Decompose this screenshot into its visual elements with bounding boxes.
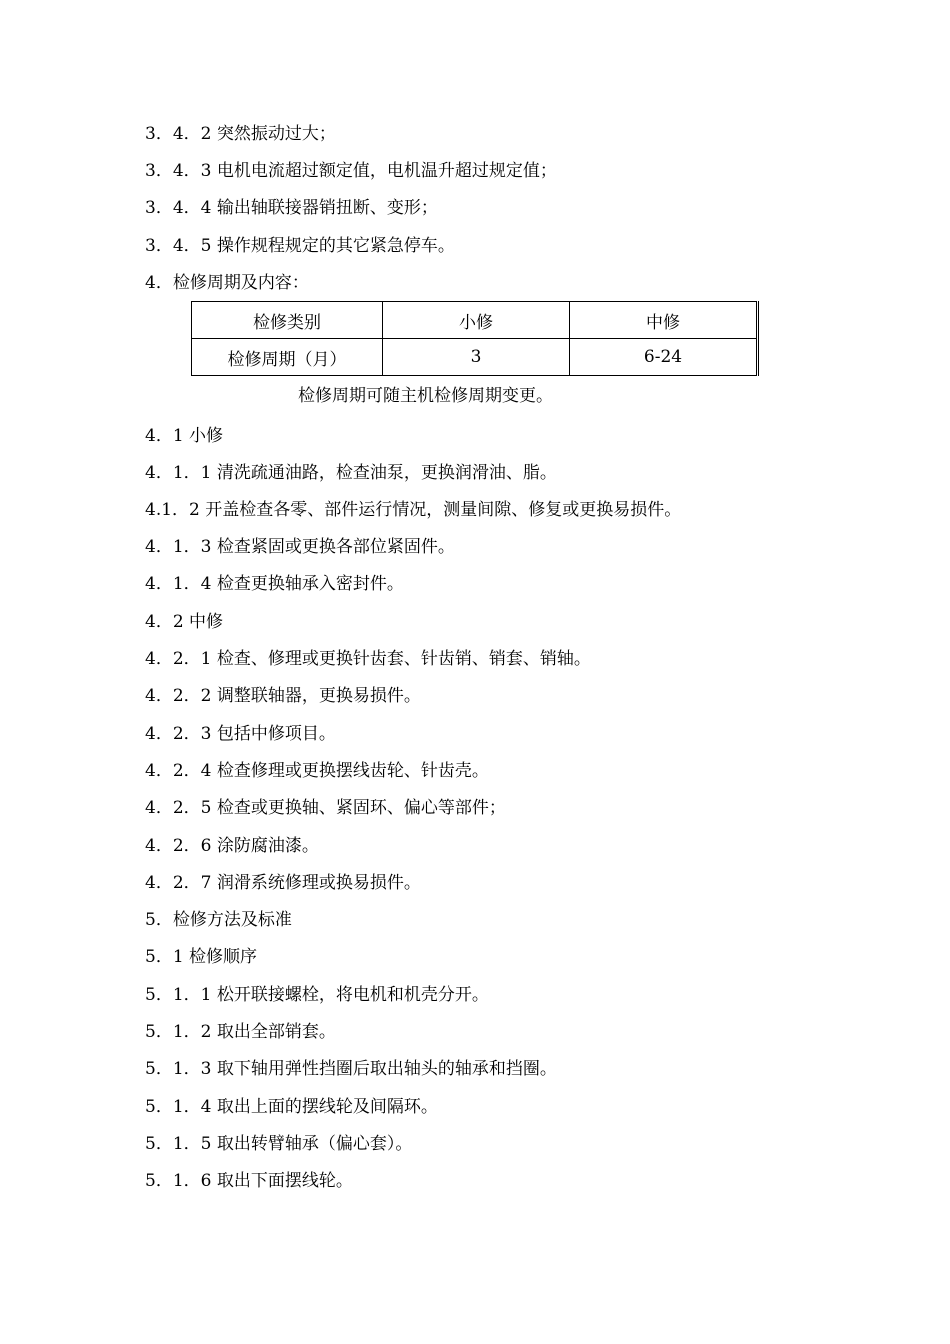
clause-5-1-1: 5．1．1 松开联接螺栓，将电机和机壳分开。 (145, 985, 489, 1005)
clause-4-2-4: 4．2．4 检查修理或更换摆线齿轮、针齿壳。 (145, 761, 489, 781)
clause-4-2-5: 4．2．5 检查或更换轴、紧固环、偏心等部件； (145, 798, 506, 818)
clause-3-4-5: 3．4．5 操作规程规定的其它紧急停车。 (145, 236, 455, 256)
table-row (192, 339, 758, 376)
clause-5-1-2: 5．1．2 取出全部销套。 (145, 1022, 336, 1042)
section-5-1-heading: 5．1 检修顺序 (145, 947, 258, 967)
section-5-heading: 5．检修方法及标准 (145, 910, 292, 930)
table-cell: 6-24 (570, 339, 758, 376)
clause-4-2-2: 4．2．2 调整联轴器，更换易损件。 (145, 686, 421, 706)
clause-4-2-7: 4．2．7 润滑系统修理或换易损件。 (145, 873, 421, 893)
section-4-1-heading: 4．1 小修 (145, 426, 224, 446)
table-header-row (192, 302, 758, 339)
table-header-cell: 小修 (383, 302, 570, 339)
section-4-2-heading: 4．2 中修 (145, 612, 224, 632)
clause-4-2-3: 4．2．3 包括中修项目。 (145, 724, 336, 744)
clause-5-1-4: 5．1．4 取出上面的摆线轮及间隔环。 (145, 1097, 438, 1117)
table-cell: 检修周期（月） (192, 339, 383, 376)
maintenance-cycle-table (191, 301, 759, 376)
table-cell: 3 (383, 339, 570, 376)
clause-5-1-5: 5．1．5 取出转臂轴承（偏心套）。 (145, 1134, 413, 1154)
clause-3-4-2: 3．4．2 突然振动过大； (145, 124, 336, 144)
maintenance-cycle-table-wrap (191, 301, 761, 376)
clause-4-1-1: 4．1．1 清洗疏通油路，检查油泵，更换润滑油、脂。 (145, 463, 557, 483)
section-4-heading: 4．检修周期及内容： (145, 273, 309, 293)
clause-4-1-4: 4．1．4 检查更换轴承入密封件。 (145, 574, 404, 594)
clause-5-1-3: 5．1．3 取下轴用弹性挡圈后取出轴头的轴承和挡圈。 (145, 1059, 557, 1079)
table-note: 检修周期可随主机检修周期变更。 (298, 386, 553, 406)
clause-5-1-6: 5．1．6 取出下面摆线轮。 (145, 1171, 353, 1191)
clause-4-1-2: 4.1．2 开盖检查各零、部件运行情况，测量间隙、修复或更换易损件。 (145, 500, 682, 520)
clause-3-4-4: 3．4．4 输出轴联接器销扭断、变形； (145, 198, 438, 218)
clause-4-1-3: 4．1．3 检查紧固或更换各部位紧固件。 (145, 537, 455, 557)
table-header-cell: 中修 (570, 302, 758, 339)
clause-3-4-3: 3．4．3 电机电流超过额定值，电机温升超过规定值； (145, 161, 557, 181)
clause-4-2-1: 4．2．1 检查、修理或更换针齿套、针齿销、销套、销轴。 (145, 649, 591, 669)
clause-4-2-6: 4．2．6 涂防腐油漆。 (145, 836, 319, 856)
table-header-cell: 检修类别 (192, 302, 383, 339)
